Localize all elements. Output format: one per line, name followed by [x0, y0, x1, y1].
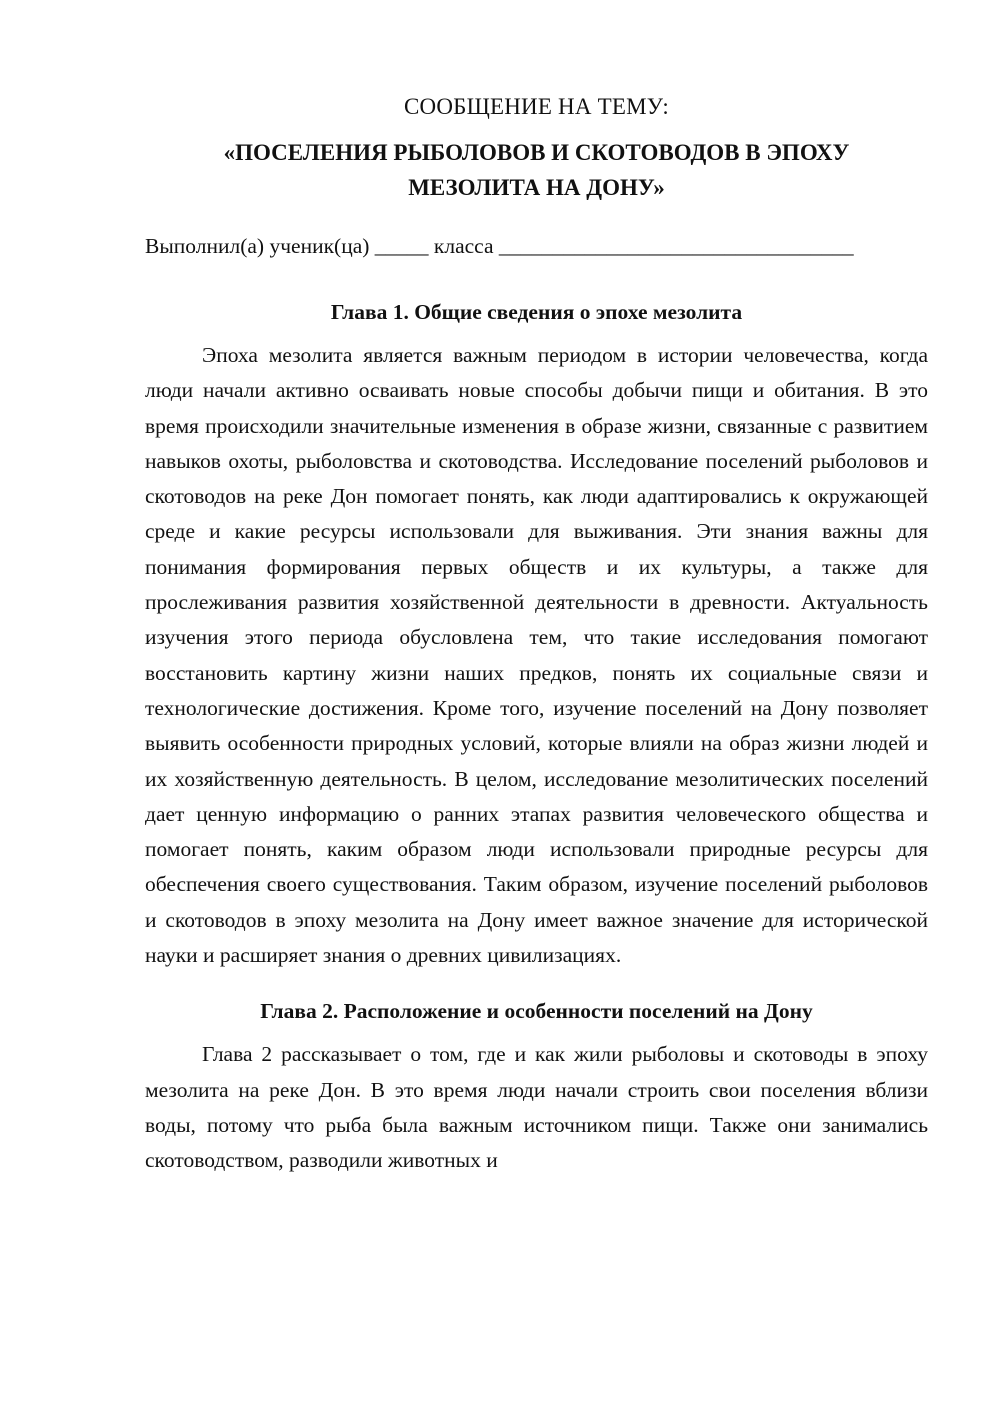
document-page: [145, 92, 928, 1179]
chapter-2-heading: Глава 2. Расположение и особенности поселений на Дону: [260, 999, 813, 1024]
document-title: «ПОСЕЛЕНИЯ РЫБОЛОВОВ И СКОТОВОДОВ В ЭПОХУ МЕЗОЛИТА НА ДОНУ»: [223, 140, 850, 200]
document-type-heading: СООБЩЕНИЕ НА ТЕМУ:: [404, 94, 669, 119]
chapter-2-paragraph: Глава 2 рассказывает о том, где и как жили рыболовы и скотоводы в эпоху мезолита на реке Дон. В это время люди начали строить свои поселения вблизи воды, потому что рыба была важным источником пищи. Также они занимались скотоводством, разводили животных и: [145, 1042, 928, 1173]
chapter-1-heading: Глава 1. Общие сведения о эпохе мезолита: [330, 300, 743, 324]
author-line: Выполнил(а) ученик(ца) _____ класса _________________________________: [145, 234, 854, 258]
chapter-1-paragraph: Эпоха мезолита является важным периодом в истории человечества, когда люди начали активно осваивать новые способы добычи пищи и обитания. В это время происходили значительные изменения в образе жизни, связанные с развитием навыков охоты, рыболовства и скотоводства. Исследование поселений рыболовов и скотоводов на реке Дон помогает понять, как люди адаптировались к окружающей среде и какие ресурсы использовали для выживания. Эти знания важны для понимания формирования первых обществ и их культуры, а также для прослеживания развития хозяйственной деятельности в древности. Актуальность изучения этого периода обусловлена тем, что такие исследования помогают восстановить картину жизни наших предков, понять их социальные связи и технологические достижения. Кроме того, изучение поселений на Дону позволяет выявить особенности природных условий, которые влияли на образ жизни людей и их хозяйственную деятельность. В целом, исследование мезолитических поселений дает ценную информацию о ранних этапах развития человеческого общества и помогает понять, каким образом люди использовали природные ресурсы для обеспечения своего существования. Таким образом, изучение поселений рыболовов и скотоводов в эпоху мезолита на Дону имеет важное значение для исторической науки и расширяет знания о древних цивилизациях.: [145, 343, 928, 968]
